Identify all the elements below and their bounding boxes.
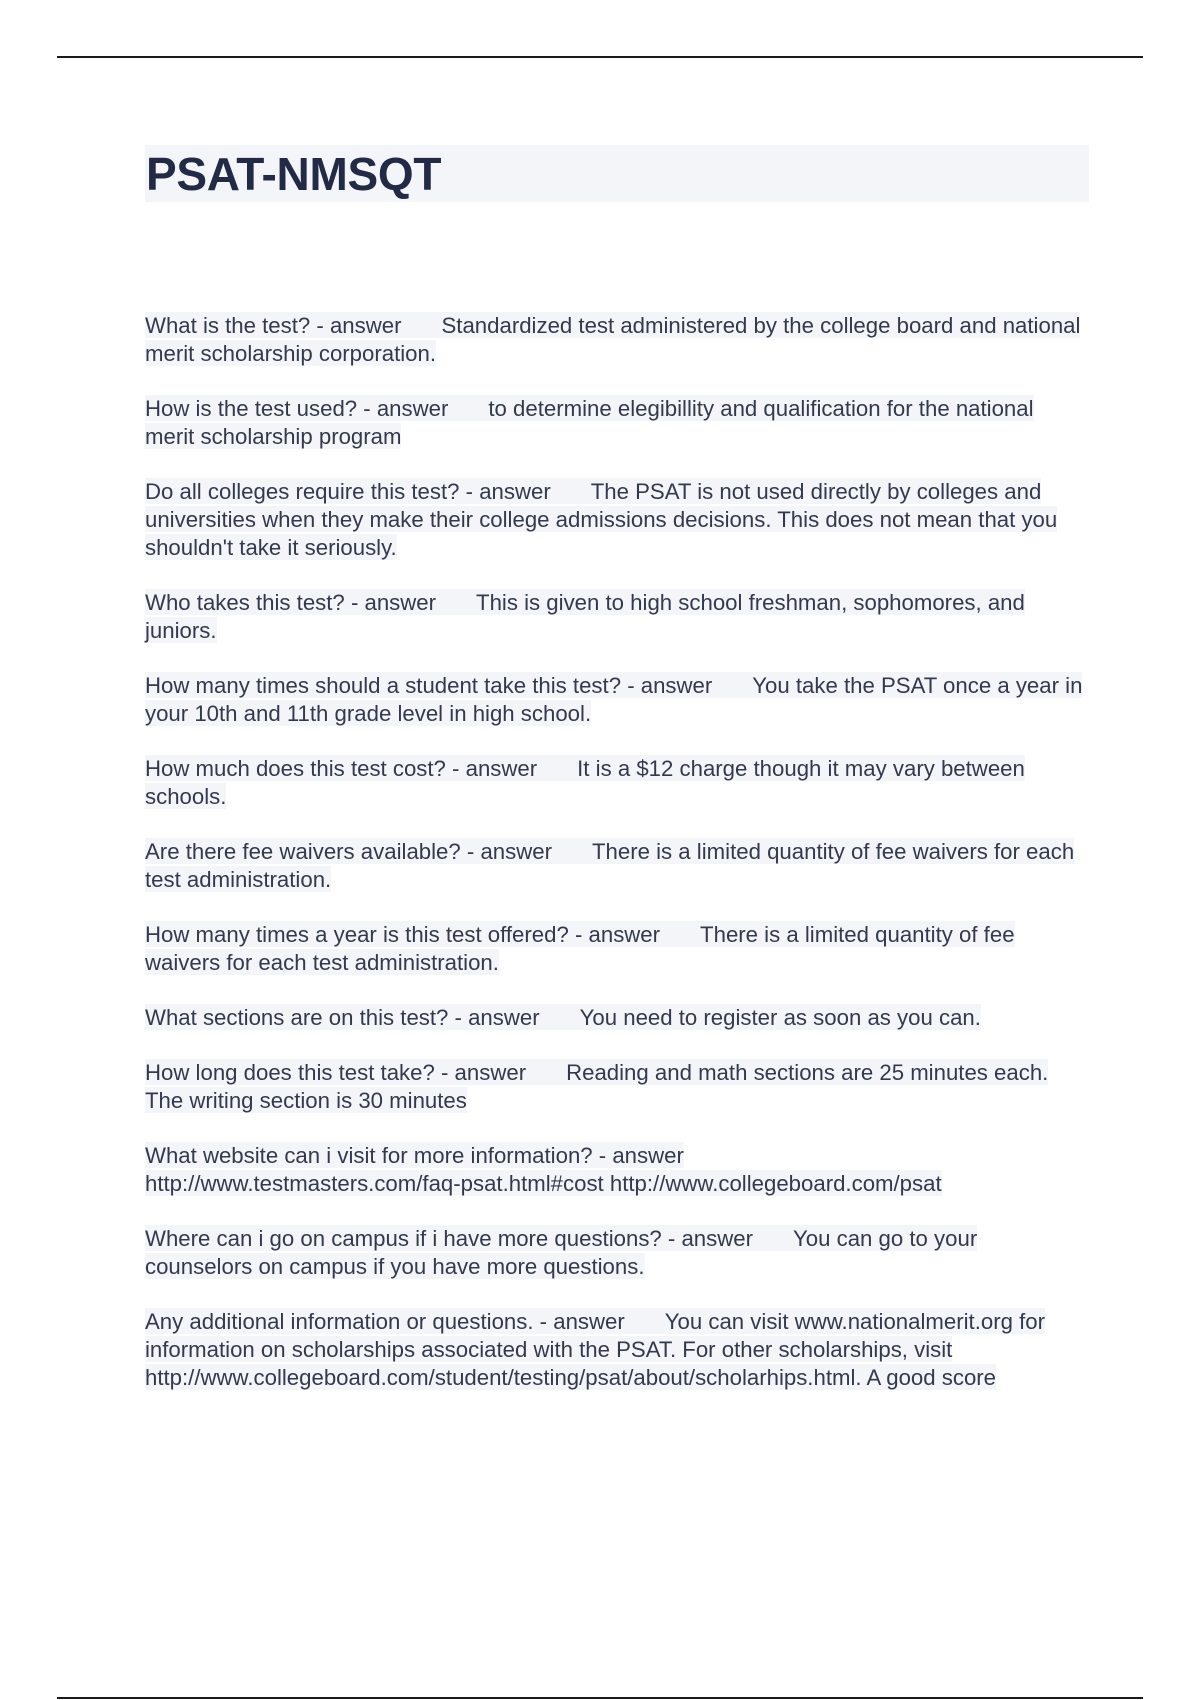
qa-question: Where can i go on campus if i have more questions? - answer: [145, 1226, 753, 1251]
qa-item: [145, 755, 1085, 811]
qa-question: How long does this test take? - answer: [145, 1060, 527, 1085]
qa-item: [145, 1225, 1085, 1281]
qa-question: Do all colleges require this test? - answer: [145, 479, 551, 504]
qa-answer: There is a limited quantity of fee waivers for each test administration.: [145, 922, 1015, 975]
qa-question: How is the test used? - answer: [145, 396, 449, 421]
top-rule: [57, 56, 1143, 58]
qa-item: [145, 1004, 1085, 1032]
qa-question: What sections are on this test? - answer: [145, 1005, 540, 1030]
qa-question: How many times should a student take this test? - answer: [145, 673, 713, 698]
qa-answer: It is a $12 charge though it may vary between schools.: [145, 756, 1025, 809]
qa-answer: Reading and math sections are 25 minutes each. The writing section is 30 minutes: [145, 1060, 1049, 1113]
qa-answer: You take the PSAT once a year in your 10th and 11th grade level in high school.: [145, 673, 1083, 726]
qa-question: What is the test? - answer: [145, 313, 402, 338]
qa-question: How many times a year is this test offered? - answer: [145, 922, 661, 947]
qa-answer: to determine elegibillity and qualification for the national merit scholarship program: [145, 396, 1034, 449]
qa-item: [145, 1059, 1085, 1115]
qa-answer: You can visit www.nationalmerit.org for information on scholarships associated with the PSAT. For other scholarships, visit http://www.collegeboard.com/student/testing/psat/about/scholarhips.html. A good score: [145, 1309, 1046, 1390]
qa-item: [145, 1308, 1085, 1392]
qa-list: [145, 312, 1085, 1419]
qa-question: What website can i visit for more information? - answer: [145, 1143, 684, 1168]
qa-question: How much does this test cost? - answer: [145, 756, 538, 781]
qa-question: Any additional information or questions. - answer: [145, 1309, 625, 1334]
qa-item: [145, 1142, 1085, 1198]
qa-item: [145, 838, 1085, 894]
qa-answer: You need to register as soon as you can.: [579, 1005, 981, 1030]
bottom-rule: [57, 1697, 1143, 1699]
page-title: PSAT-NMSQT: [146, 148, 442, 200]
qa-answer: You can go to your counselors on campus if you have more questions.: [145, 1226, 978, 1279]
qa-item: [145, 921, 1085, 977]
qa-answer: This is given to high school freshman, sophomores, and juniors.: [145, 590, 1025, 643]
qa-answer: Standardized test administered by the college board and national merit scholarship corporation.: [145, 313, 1081, 366]
qa-question: Who takes this test? - answer: [145, 590, 437, 615]
qa-answer: The PSAT is not used directly by colleges and universities when they make their college admissions decisions. This does not mean that you shouldn't take it seriously.: [145, 479, 1058, 560]
qa-question: Are there fee waivers available? - answer: [145, 839, 552, 864]
qa-item: [145, 672, 1085, 728]
qa-item: [145, 312, 1085, 368]
qa-answer: There is a limited quantity of fee waivers for each test administration.: [145, 839, 1075, 892]
qa-item: [145, 478, 1085, 562]
qa-item: [145, 589, 1085, 645]
qa-answer: http://www.testmasters.com/faq-psat.html#cost http://www.collegeboard.com/psat: [145, 1171, 942, 1196]
qa-item: [145, 395, 1085, 451]
